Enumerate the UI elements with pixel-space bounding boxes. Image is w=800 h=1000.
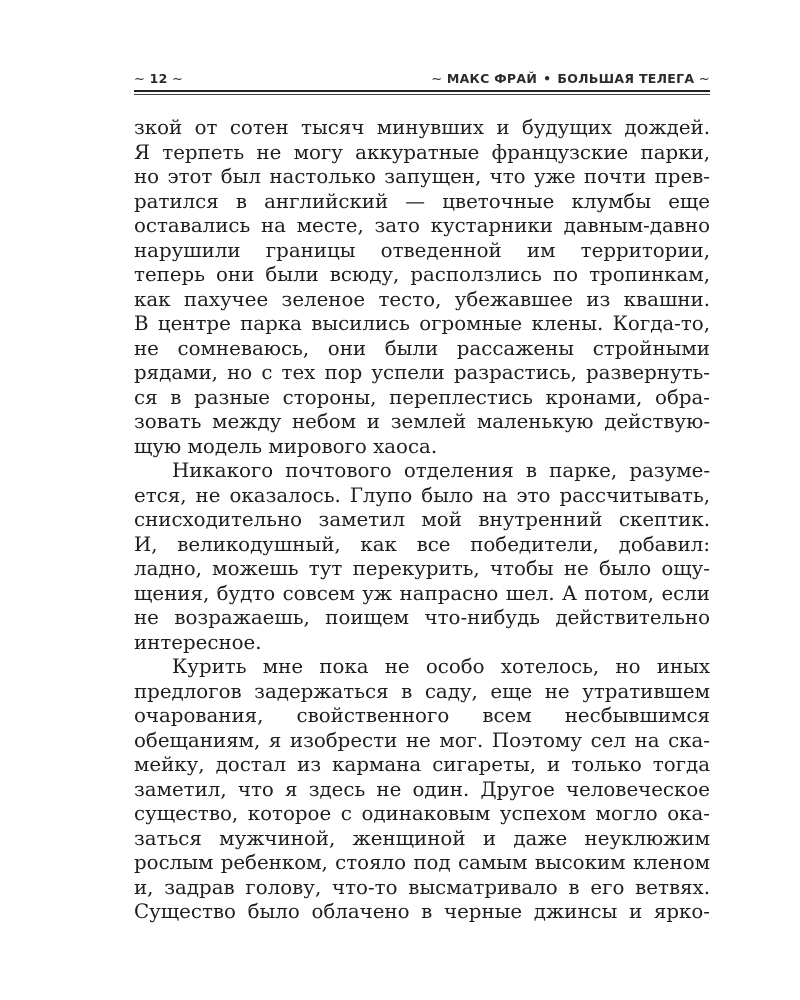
paragraph	[134, 655, 710, 925]
paragraph	[134, 459, 710, 655]
header-rule-thick	[134, 90, 710, 92]
page-number: 12	[149, 71, 168, 86]
text-line: не возражаешь, поищем что-нибудь действительно	[134, 606, 710, 629]
bullet-separator: •	[543, 71, 552, 86]
text-line: щую модель мирового хаоса.	[134, 434, 438, 458]
text-line: оставались на месте, зато кустарники давным-давно	[134, 214, 710, 237]
page-number-block	[134, 71, 183, 87]
text-line: Я терпеть не могу аккуратные французские парки,	[134, 140, 710, 164]
text-line: В центре парка высились огромные клены. Когда-то,	[134, 312, 710, 335]
text-line: мейку, достал из кармана сигареты, и только тогда	[134, 753, 710, 776]
tilde-ornament: ~	[167, 72, 184, 87]
tilde-ornament: ~	[134, 72, 150, 87]
text-line: теперь они были всюду, расползлись по тропинкам,	[134, 263, 710, 286]
text-line: очарования, свойственного всем несбывшимся	[134, 704, 710, 727]
book-title: БОЛЬШАЯ ТЕЛЕГА	[557, 71, 695, 86]
text-line: нарушили границы отведенной им территории,	[134, 238, 710, 262]
author-name: МАКС ФРАЙ	[446, 71, 538, 86]
text-line: ладно, можешь тут перекурить, чтобы не было ощу-	[134, 557, 710, 580]
text-line: обещаниям, я изобрести не мог. Поэтому сел на ска-	[134, 728, 710, 752]
text-line: щения, будто совсем уж напрасно шел. А потом, если	[134, 581, 710, 605]
body-text	[134, 116, 710, 925]
text-line: но этот был настолько запущен, что уже почти прев-	[134, 165, 710, 188]
text-line: И, великодушный, как все победители, добавил:	[134, 532, 710, 556]
text-line: предлогов задержаться в саду, еще не утратившем	[134, 679, 710, 703]
tilde-ornament: ~	[431, 72, 447, 87]
text-line: не сомневаюсь, они были рассажены стройными	[134, 336, 710, 360]
text-line: ся в разные стороны, переплестись кронами, обра-	[134, 385, 710, 409]
text-line: заться мужчиной, женщиной и даже неуклюжим	[134, 826, 710, 850]
text-line: интересное.	[134, 630, 262, 654]
tilde-ornament: ~	[694, 72, 710, 87]
text-line: Курить мне пока не особо хотелось, но иных	[172, 655, 710, 678]
paragraph	[134, 116, 710, 459]
running-title-block	[431, 71, 710, 87]
text-line: рядами, но с тех пор успели разрастись, развернуть-	[134, 361, 710, 384]
text-line: зовать между небом и землей маленькую действую-	[134, 410, 710, 433]
running-header	[134, 66, 710, 92]
text-line: снисходительно заметил мой внутренний скептик.	[134, 508, 710, 531]
header-rule-thin	[134, 94, 710, 95]
text-line: рослым ребенком, стояло под самым высоким кленом	[134, 851, 710, 874]
text-line: существо, которое с одинаковым успехом могло ока-	[134, 802, 710, 825]
text-line: зкой от сотен тысяч минувших и будущих дождей.	[134, 116, 710, 139]
text-line: как пахучее зеленое тесто, убежавшее из квашни.	[134, 287, 710, 311]
text-line: ется, не оказалось. Глупо было на это рассчитывать,	[134, 483, 710, 507]
text-line: ратился в английский — цветочные клумбы еще	[134, 189, 710, 213]
text-line: и, задрав голову, что-то высматривало в его ветвях.	[134, 875, 710, 899]
text-line: Никакого почтового отделения в парке, разуме-	[172, 459, 710, 482]
text-line: заметил, что я здесь не один. Другое человеческое	[134, 777, 710, 801]
text-line: Существо было облачено в черные джинсы и ярко-	[134, 900, 710, 923]
